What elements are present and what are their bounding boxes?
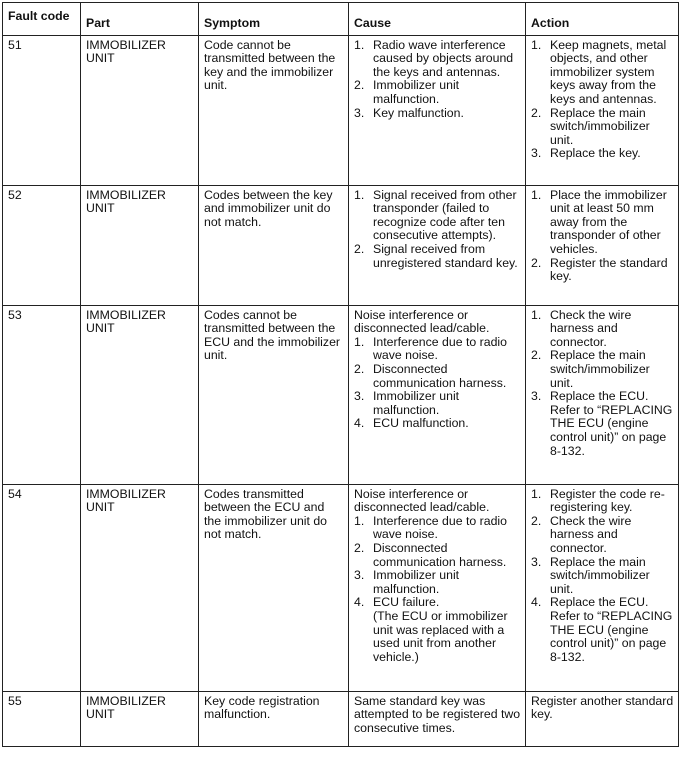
cause-number: 2. [354,540,365,555]
cause-item [354,417,521,431]
cause-text: Interference due to radio wave noise. [373,513,507,542]
cause-item [354,515,521,542]
cause-cell [349,185,526,305]
cause-number: 3. [354,568,365,583]
cause-note: (The ECU or immobilizer unit was replaced with a used unit from another vehicle.) [373,608,508,664]
action-text: Replace the main switch/immobilizer unit. [550,554,650,596]
header-row [3,3,679,36]
action-number: 3. [531,389,542,404]
action-number: 2. [531,513,542,528]
action-item [531,309,674,350]
header-fault-code: Fault code [3,3,81,36]
cause-text: Signal received from other transponder (failed to recognize code after ten consecutive attempts). [373,187,517,243]
action-text: Replace the main switch/immobilizer unit. [550,348,650,390]
action-text: Register the standard key. [550,255,668,284]
cause-intro: Noise interference or disconnected lead/cable. [354,486,490,515]
cause-text: ECU malfunction. [373,416,469,431]
header-part: Part [81,3,199,36]
cause-list [354,336,521,431]
action-number: 1. [531,37,542,52]
cause-text: Signal received from unregistered standard key. [373,241,518,270]
symptom-cell: Codes between the key and immobilizer unit do not match. [199,185,349,305]
action-text: Replace the ECU. Refer to “REPLACING THE ECU (engine control unit)” on page 8-132. [550,389,673,458]
cause-cell [349,484,526,691]
action-text: Check the wire harness and connector. [550,307,632,349]
action-number: 3. [531,146,542,161]
fault-code-table [2,2,679,747]
cause-item [354,79,521,106]
cause-cell [349,305,526,484]
cause-text: Key malfunction. [373,105,464,120]
header-action: Action [526,3,679,36]
cause-number: 1. [354,37,365,52]
action-number: 2. [531,105,542,120]
cause-list [354,515,521,610]
cause-item [354,390,521,417]
header-cause: Cause [349,3,526,36]
action-text: Replace the ECU. Refer to “REPLACING THE ECU (engine control unit)” on page 8-132. [550,595,673,664]
table-row [3,484,679,691]
action-number: 3. [531,554,542,569]
cause-cell [349,35,526,185]
fault-code-cell: 53 [3,305,81,484]
part-cell: IMMOBILIZER UNIT [81,305,199,484]
cause-number: 2. [354,361,365,376]
cause-text: ECU failure. [373,595,440,610]
fault-code-cell: 55 [3,691,81,746]
cause-cell [349,691,526,746]
action-cell [526,484,679,691]
fault-code-cell: 52 [3,185,81,305]
action-cell [526,305,679,484]
action-text: Keep magnets, metal objects, and other immobilizer system keys away from the keys and antennas. [550,37,667,106]
table-row [3,305,679,484]
action-text: Place the immobilizer unit at least 50 mm away from the transponder of other vehicles. [550,187,667,256]
action-number: 4. [531,595,542,610]
table-row [3,691,679,746]
cause-item [354,569,521,596]
cause-number: 3. [354,389,365,404]
fault-code-cell: 54 [3,484,81,691]
part-cell: IMMOBILIZER UNIT [81,484,199,691]
cause-intro: Noise interference or disconnected lead/cable. [354,307,490,336]
action-number: 1. [531,486,542,501]
action-item [531,147,674,161]
cause-item [354,363,521,390]
cause-number: 1. [354,187,365,202]
cause-text: Disconnected communication harness. [373,540,507,569]
cause-number: 1. [354,334,365,349]
action-item [531,596,674,664]
action-number: 2. [531,255,542,270]
symptom-cell: Codes cannot be transmitted between the ECU and the immobilizer unit. [199,305,349,484]
cause-intro: Same standard key was attempted to be registered two consecutive times. [354,693,521,735]
header-symptom: Symptom [199,3,349,36]
action-cell [526,35,679,185]
part-cell: IMMOBILIZER UNIT [81,691,199,746]
action-item [531,39,674,107]
symptom-cell: Codes transmitted between the ECU and the immobilizer unit do not match. [199,484,349,691]
cause-text: Immobilizer unit malfunction. [373,389,460,417]
cause-number: 1. [354,513,365,528]
fault-code-cell: 51 [3,35,81,185]
action-text: Replace the key. [550,146,641,161]
action-text: Register the code re-registering key. [550,486,665,515]
cause-item [354,107,521,121]
table-row [3,35,679,185]
part-cell: IMMOBILIZER UNIT [81,185,199,305]
cause-text: Immobilizer unit malfunction. [373,568,460,596]
action-cell [526,185,679,305]
action-item [531,390,674,458]
action-number: 2. [531,348,542,363]
cause-text: Immobilizer unit malfunction. [373,78,460,106]
action-item [531,349,674,390]
action-number: 1. [531,187,542,202]
action-item [531,189,674,257]
cause-item [354,39,521,80]
symptom-cell: Code cannot be transmitted between the key and the immobilizer unit. [199,35,349,185]
part-cell: IMMOBILIZER UNIT [81,35,199,185]
action-number: 1. [531,307,542,322]
action-text: Check the wire harness and connector. [550,513,632,555]
cause-number: 4. [354,595,365,610]
cause-text: Interference due to radio wave noise. [373,334,507,363]
cause-number: 3. [354,105,365,120]
action-item [531,488,674,515]
cause-item [354,243,521,270]
action-list [531,309,674,459]
action-cell [526,691,679,746]
cause-number: 4. [354,416,365,431]
cause-item [354,336,521,363]
cause-list [354,39,521,121]
action-item [531,257,674,284]
cause-item [354,596,521,610]
action-list [531,39,674,161]
action-list [531,189,674,284]
action-item [531,107,674,148]
action-item [531,556,674,597]
action-text: Register another standard key. [531,693,674,722]
cause-text: Disconnected communication harness. [373,361,507,390]
cause-text: Radio wave interference caused by objects around the keys and antennas. [373,37,514,79]
cause-list [354,189,521,271]
action-text: Replace the main switch/immobilizer unit. [550,105,650,147]
action-item [531,515,674,556]
cause-item [354,189,521,243]
action-list [531,488,674,665]
table-row [3,185,679,305]
cause-item [354,542,521,569]
symptom-cell: Key code registration malfunction. [199,691,349,746]
cause-number: 2. [354,78,365,93]
cause-number: 2. [354,241,365,256]
